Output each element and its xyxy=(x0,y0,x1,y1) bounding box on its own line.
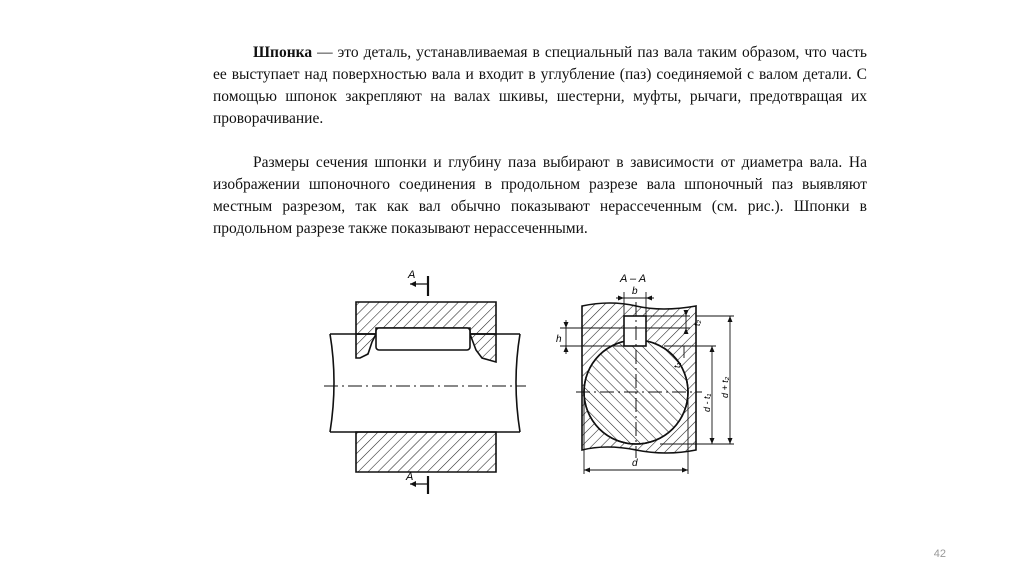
dim-t2-label: t₂ xyxy=(692,320,702,326)
key-joint-figure xyxy=(320,262,760,494)
dim-h-label: h xyxy=(556,334,562,345)
longitudinal-section-view xyxy=(324,276,526,494)
key-longitudinal xyxy=(376,328,470,350)
section-mark-top: A xyxy=(408,269,416,281)
dim-t1-label: t₁ xyxy=(672,362,682,368)
key-cross-section xyxy=(624,316,646,346)
paragraph1-text: — это деталь, устанавливаемая в специальный паз вала таким образом, что часть ее выступает над поверхностью вала и входит в углубление (паз) соединяемой с валом детали. С помощью шпонок закрепляют на валах шкивы, шестерни, муфты, рычаги, предотвращая их проворачивание. xyxy=(213,44,867,127)
dim-d-minus-t1-label: d - t₁ xyxy=(702,393,712,412)
cross-section-view xyxy=(560,292,734,474)
section-mark-bottom: A xyxy=(406,471,414,483)
dim-b-label: b xyxy=(632,286,638,297)
dim-d-label: d xyxy=(632,458,638,469)
paragraph-key-dimensions xyxy=(213,152,867,240)
slide-number: 42 xyxy=(933,548,946,560)
paragraph2-text: Размеры сечения шпонки и глубину паза выбирают в зависимости от диаметра вала. На изображении шпоночного соединения в продольном разрезе вала шпоночный паз выявляют местным разрезом, так как вал обычно показывают нерассеченным (см. рис.). Шпонки в продольном разрезе также показывают нерассеченными. xyxy=(213,154,867,237)
section-title: A – A xyxy=(620,273,647,285)
paragraph-key-definition xyxy=(213,42,867,130)
dim-d-plus-t2-label: d + t₂ xyxy=(720,376,730,398)
term-shponka: Шпонка xyxy=(253,44,313,61)
